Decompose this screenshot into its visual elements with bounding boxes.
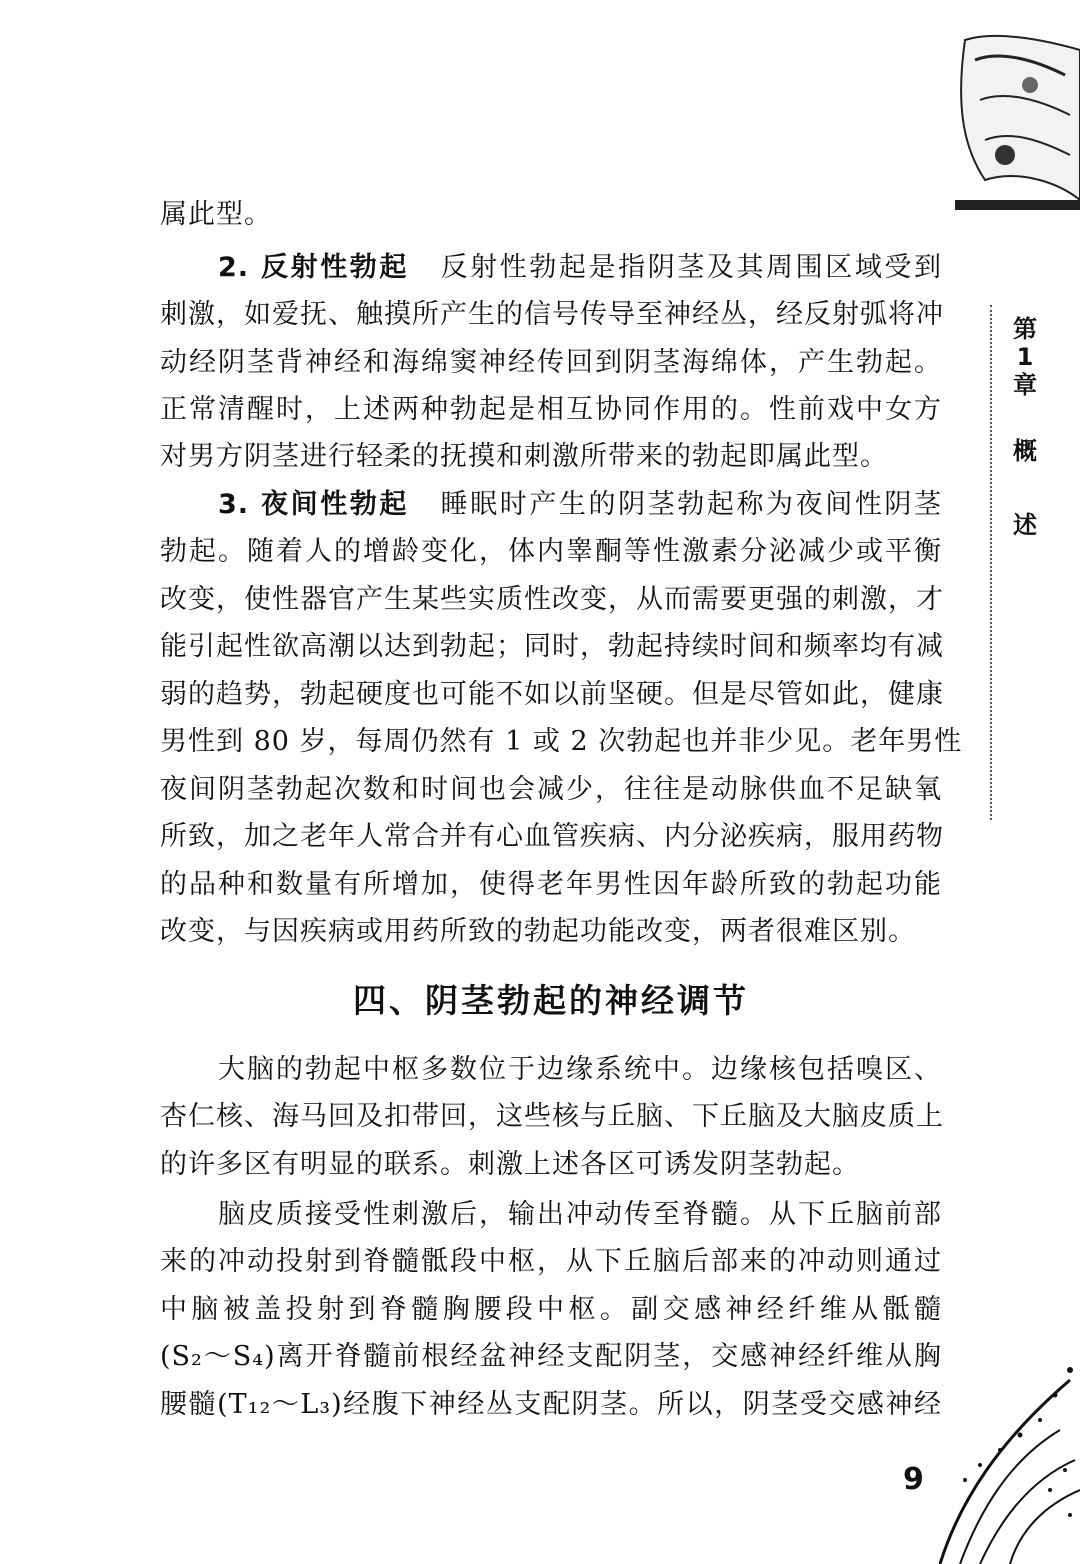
- chapter-char: 第: [1013, 315, 1037, 343]
- page-number: 9: [903, 1462, 924, 1497]
- chapter-char: 1: [1016, 343, 1034, 371]
- paragraph-first-line: [218, 248, 942, 288]
- section-heading: 四、阴茎勃起的神经调节: [353, 981, 749, 1020]
- text-line: 夜间阴茎勃起次数和时间也会减少，往往是动脉供血不足缺氧: [160, 774, 942, 805]
- text-line: 弱的趋势，勃起硬度也可能不如以前坚硬。但是尽管如此，健康: [160, 679, 944, 710]
- text-line: 杏仁核、海马回及扣带回，这些核与丘脑、下丘脑及大脑皮质上: [160, 1101, 944, 1132]
- text-line: 对男方阴茎进行轻柔的抚摸和刺激所带来的勃起即属此型。: [160, 441, 888, 472]
- chapter-char: 述: [1013, 511, 1037, 539]
- paragraph-first-line: [218, 485, 942, 525]
- text-line: 动经阴茎背神经和海绵窦神经传回到阴茎海绵体，产生勃起。: [160, 347, 942, 378]
- text-line: 中脑被盖投射到脊髓胸腰段中枢。副交感神经纤维从骶髓: [160, 1294, 942, 1325]
- sidebar-rule: [990, 305, 992, 820]
- text-line: 男性到 80 岁，每周仍然有 1 或 2 次勃起也并非少见。老年男性: [160, 726, 963, 757]
- text-line: 的品种和数量有所增加，使得老年男性因年龄所致的勃起功能: [160, 869, 942, 900]
- text-line: 勃起。随着人的增龄变化，体内睾酮等性激素分泌减少或平衡: [160, 536, 942, 567]
- chapter-spacer: [1005, 399, 1045, 437]
- chapter-char: 概: [1013, 437, 1037, 465]
- text-line: (S₂～S₄)离开脊髓前根经盆神经支配阴茎，交感神经纤维从胸: [160, 1341, 942, 1372]
- text-line: 腰髓(T₁₂～L₃)经腹下神经丛支配阴茎。所以，阴茎受交感神经: [160, 1389, 942, 1420]
- subheading: 3. 夜间性勃起: [218, 489, 409, 520]
- text-line: 刺激，如爱抚、触摸所产生的信号传导至神经丛，经反射弧将冲: [160, 299, 944, 330]
- subheading: 2. 反射性勃起: [218, 252, 409, 283]
- text-line: 大脑的勃起中枢多数位于边缘系统中。边缘核包括嗅区、: [218, 1054, 942, 1085]
- text-line: 脑皮质接受性刺激后，输出冲动传至脊髓。从下丘脑前部: [218, 1199, 942, 1230]
- text-line: 能引起性欲高潮以达到勃起；同时，勃起持续时间和频率均有减: [160, 631, 944, 662]
- text-line: 的许多区有明显的联系。刺激上述各区可诱发阴茎勃起。: [160, 1149, 860, 1180]
- sidebar-bar: [955, 200, 1080, 210]
- chapter-illustration-icon: [945, 30, 1080, 210]
- chapter-label: [1005, 315, 1045, 539]
- text-line: 正常清醒时，上述两种勃起是相互协同作用的。性前戏中女方: [160, 394, 942, 425]
- text-line: 来的冲动投射到脊髓骶段中枢，从下丘脑后部来的冲动则通过: [160, 1246, 942, 1277]
- text-line: 睡眠时产生的阴茎勃起称为夜间性阴茎: [438, 489, 942, 520]
- text-line: 改变，与因疾病或用药所致的勃起功能改变，两者很难区别。: [160, 916, 916, 947]
- text-line: 反射性勃起是指阴茎及其周围区域受到: [438, 252, 942, 283]
- chapter-spacer: [1005, 465, 1045, 511]
- sparkle-decoration-icon: [920, 1340, 1080, 1564]
- text-line: 改变，使性器官产生某些实质性改变，从而需要更强的刺激，才: [160, 584, 944, 615]
- text-line: 属此型。: [160, 199, 272, 230]
- chapter-char: 章: [1013, 371, 1037, 399]
- text-line: 所致，加之老年人常合并有心血管疾病、内分泌疾病，服用药物: [160, 821, 944, 852]
